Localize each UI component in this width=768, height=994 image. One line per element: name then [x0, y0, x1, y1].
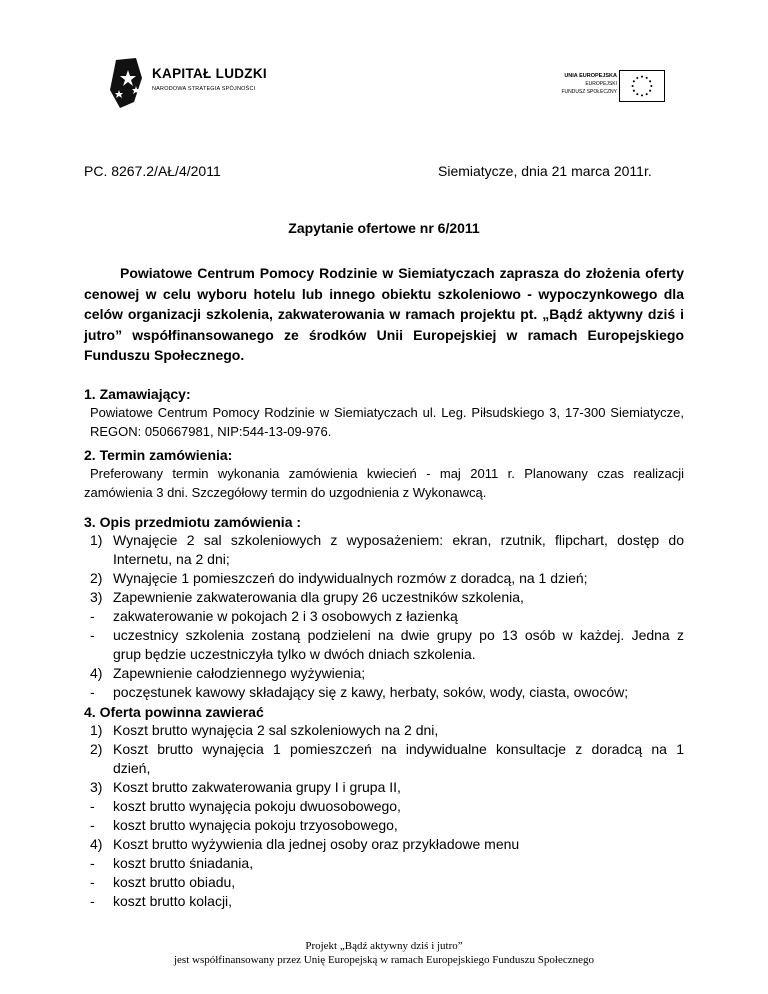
- list-item: [84, 588, 684, 607]
- list-marker: 1): [90, 722, 103, 738]
- list-item-text: Koszt brutto wynajęcia 2 sal szkoleniowych na 2 dni,: [113, 722, 439, 738]
- list-item: [84, 854, 684, 873]
- list-item-text: grup będzie uczestniczyła tylko w dwóch dniach szkolenia.: [113, 646, 476, 662]
- list-item-text: Koszt brutto zakwaterowania grupy I i grupa II,: [113, 779, 401, 795]
- list-item: [84, 740, 684, 778]
- list-item: [84, 721, 684, 740]
- eu-logo-line3: FUNDUSZ SPOŁECZNY: [561, 89, 617, 95]
- list-marker: -: [90, 684, 95, 700]
- kapital-ludzki-title: KAPITAŁ LUDZKI: [152, 66, 267, 81]
- footer-line1: Projekt „Bądź aktywny dziś i jutro”: [305, 940, 463, 952]
- list-marker: 2): [90, 570, 103, 586]
- list-marker: 1): [90, 532, 103, 548]
- eu-logo-text: [561, 72, 617, 96]
- section-contracting-party: [84, 385, 684, 441]
- section-order-deadline: [84, 446, 684, 502]
- section-line: zamówienia 3 dni. Szczegółowy termin do uzgodnienia z Wykonawcą.: [84, 485, 487, 500]
- list-item: [84, 607, 684, 626]
- intro-line: celów organizacji szkolenia, zakwaterowania w ramach projektu pt. „Bądź aktywny dziś i: [84, 306, 684, 322]
- eu-flag-icon: [619, 70, 665, 102]
- intro-line: Powiatowe Centrum Pomocy Rodzinie w Siemiatyczach zaprasza do złożenia oferty: [120, 265, 684, 281]
- list-item: [84, 873, 684, 892]
- intro-line: jutro” współfinansowanego ze środków Unii Europejskiej w ramach Europejskiego: [84, 326, 684, 343]
- list-item: [84, 531, 684, 569]
- list-marker: 3): [90, 779, 103, 795]
- list-item: [84, 778, 684, 797]
- list-marker: -: [90, 893, 95, 909]
- section-heading: 4. Oferta powinna zawierać: [84, 704, 264, 720]
- intro-line: cenowej w celu wyboru hotelu lub innego obiektu szkoleniowo - wypoczynkowego dla: [84, 285, 684, 302]
- list-item: [84, 816, 684, 835]
- kapital-ludzki-logo: [94, 50, 274, 120]
- list-item-text: zakwaterowanie w pokojach 2 i 3 osobowych z łazienką: [113, 608, 458, 624]
- footer-line2: jest współfinansowany przez Unię Europejską w ramach Europejskiego Funduszu Społecznego: [173, 954, 595, 966]
- list-item-text: koszt brutto obiadu,: [113, 874, 236, 890]
- list-item-text: Zapewnienie zakwaterowania dla grupy 26 uczestników szkolenia,: [113, 589, 524, 605]
- document-date: Siemiatycze, dnia 21 marca 2011r.: [438, 163, 652, 179]
- section-body: [84, 464, 684, 502]
- list-item-text: koszt brutto kolacji,: [113, 893, 233, 909]
- list-item: [84, 683, 684, 702]
- eu-logo: [515, 70, 665, 104]
- list-marker: -: [90, 627, 95, 643]
- order-description-list: [84, 531, 684, 702]
- intro-line: Funduszu Społecznego.: [84, 347, 245, 363]
- section-order-description: [84, 513, 684, 702]
- list-item-text: koszt brutto wynajęcia pokoju trzyosobowego,: [113, 817, 398, 833]
- offer-contents-list: [84, 721, 684, 911]
- list-item-text: Koszt brutto wynajęcia 1 pomieszczeń na indywidualne konsultacje z doradcą na 1: [113, 741, 684, 757]
- eu-logo-line1: UNIA EUROPEJSKA: [564, 73, 617, 79]
- list-item-text: Wynajęcie 2 sal szkoleniowych z wyposażeniem: ekran, rzutnik, flipchart, dostęp do: [113, 532, 684, 548]
- list-marker: 4): [90, 665, 103, 681]
- list-marker: -: [90, 817, 95, 833]
- page-footer: [0, 939, 768, 967]
- list-item-text: Wynajęcie 1 pomieszczeń do indywidualnych rozmów z doradcą, na 1 dzień;: [113, 570, 588, 586]
- list-item: [84, 797, 684, 816]
- list-item-text: koszt brutto śniadania,: [113, 855, 254, 871]
- list-marker: 4): [90, 836, 103, 852]
- list-item: [84, 835, 684, 854]
- list-item-text: koszt brutto wynajęcia pokoju dwuosobowego,: [113, 798, 401, 814]
- document-title: Zapytanie ofertowe nr 6/2011: [288, 220, 480, 236]
- section-line: REGON: 050667981, NIP:544-13-09-976.: [90, 424, 332, 439]
- list-item: [84, 569, 684, 588]
- section-heading: 1. Zamawiający:: [84, 386, 191, 402]
- list-marker: -: [90, 608, 95, 624]
- list-marker: -: [90, 855, 95, 871]
- section-body: [84, 403, 684, 441]
- kapital-ludzki-emblem-icon: [106, 56, 148, 112]
- eu-logo-line2: EUROPEJSKI: [585, 81, 617, 87]
- list-item: [84, 626, 684, 664]
- list-item-text: Zapewnienie całodziennego wyżywienia;: [113, 665, 366, 681]
- section-offer-contents: [84, 703, 684, 911]
- list-item-text: uczestnicy szkolenia zostaną podzieleni na dwie grupy po 13 osób w każdej. Jedna z: [113, 627, 684, 643]
- list-item: [84, 664, 684, 683]
- list-marker: -: [90, 798, 95, 814]
- list-marker: 3): [90, 589, 103, 605]
- list-item-text: poczęstunek kawowy składający się z kawy, herbaty, soków, wody, ciasta, owoców;: [113, 684, 629, 700]
- section-heading: 3. Opis przedmiotu zamówienia :: [84, 514, 302, 530]
- kapital-ludzki-subtitle: NARODOWA STRATEGIA SPÓJNOŚCI: [152, 86, 256, 92]
- list-item-text: Koszt brutto wyżywienia dla jednej osoby oraz przykładowe menu: [113, 836, 520, 852]
- intro-paragraph: [84, 263, 684, 366]
- section-line: Powiatowe Centrum Pomocy Rodzinie w Siemiatyczach ul. Leg. Piłsudskiego 3, 17-300 Siemiatycze,: [90, 405, 684, 420]
- list-marker: 2): [90, 741, 103, 757]
- reference-number: PC. 8267.2/AŁ/4/2011: [84, 163, 221, 179]
- list-item-text: dzień,: [113, 760, 151, 776]
- list-item: [84, 892, 684, 911]
- section-line: Preferowany termin wykonania zamówienia kwiecień - maj 2011 r. Planowany czas realizacji: [90, 466, 684, 481]
- list-marker: -: [90, 874, 95, 890]
- list-item-text: Internetu, na 2 dni;: [113, 551, 230, 567]
- section-heading: 2. Termin zamówienia:: [84, 447, 233, 463]
